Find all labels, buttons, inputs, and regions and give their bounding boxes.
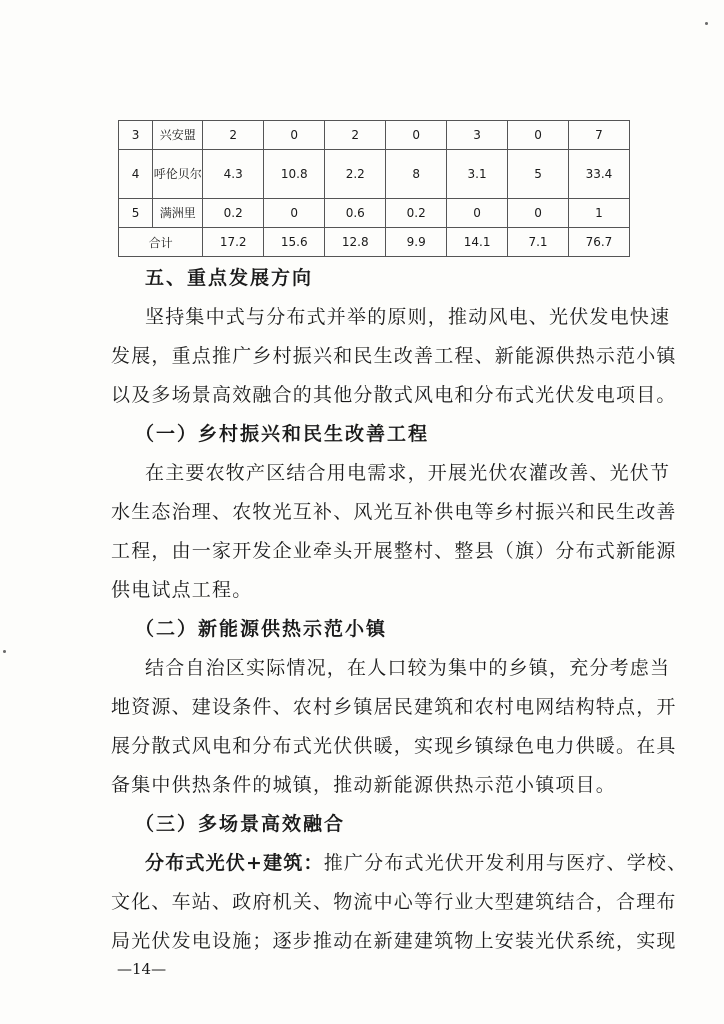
paragraph-line: 以及多场景高效融合的其他分散式风电和分布式光伏发电项目。 [111, 384, 677, 406]
table-cell-value: 4.3 [203, 150, 264, 199]
table-cell-value: 0 [386, 121, 447, 150]
table-total-value: 15.6 [264, 228, 325, 257]
table-cell-value: 33.4 [568, 150, 629, 199]
table-cell-value: 0 [447, 199, 508, 228]
table-cell-value: 3 [447, 121, 508, 150]
paragraph-line: 坚持集中式与分布式并举的原则，推动风电、光伏发电快速 [145, 306, 671, 328]
subsection-heading: （一）乡村振兴和民生改善工程 [135, 423, 430, 445]
table-row [119, 121, 630, 150]
table-cell-value: 0 [264, 121, 325, 150]
table-total-value: 76.7 [568, 228, 629, 257]
table-cell-value: 10.8 [264, 150, 325, 199]
table-row [119, 150, 630, 199]
table-cell-value: 5 [508, 150, 569, 199]
paragraph-line [145, 848, 687, 875]
table-cell-region: 满洲里 [153, 199, 203, 228]
table-cell-value: 0.6 [325, 199, 386, 228]
paragraph-line: 备集中供热条件的城镇，推动新能源供热示范小镇项目。 [111, 774, 617, 796]
paragraph-line: 在主要农牧产区结合用电需求，开展光伏农灌改善、光伏节 [145, 462, 671, 484]
paragraph-lead: 分布式光伏+建筑： [145, 852, 324, 874]
table-total-value: 17.2 [203, 228, 264, 257]
subsection-heading: （三）多场景高效融合 [135, 813, 346, 835]
table-cell-value: 2.2 [325, 150, 386, 199]
paragraph-line: 工程，由一家开发企业牵头开展整村、整县（旗）分布式新能源 [111, 540, 677, 562]
table-cell-index: 5 [119, 199, 153, 228]
table-total-row [119, 228, 630, 257]
paragraph-text: 推广分布式光伏开发利用与医疗、学校、 [323, 852, 688, 874]
table-cell-value: 3.1 [447, 150, 508, 199]
table-cell-region: 兴安盟 [153, 121, 203, 150]
table-cell-value: 2 [325, 121, 386, 150]
paragraph-line: 文化、车站、政府机关、物流中心等行业大型建筑结合，合理布 [111, 891, 677, 913]
table-cell-value: 0 [264, 199, 325, 228]
paragraph-line: 结合自治区实际情况，在人口较为集中的乡镇，充分考虑当 [145, 657, 671, 679]
paragraph-line: 地资源、建设条件、农村乡镇居民建筑和农村电网结构特点，开 [111, 696, 677, 718]
table-total-label: 合计 [119, 228, 203, 257]
table-cell-region: 呼伦贝尔 [153, 150, 203, 199]
table-total-value: 14.1 [447, 228, 508, 257]
section-heading: 五、重点发展方向 [145, 267, 314, 289]
table-total-value: 7.1 [508, 228, 569, 257]
table-cell-value: 0.2 [203, 199, 264, 228]
table-cell-value: 0 [508, 199, 569, 228]
table-cell-value: 2 [203, 121, 264, 150]
scan-speck [3, 650, 6, 653]
table-cell-value: 1 [568, 199, 629, 228]
paragraph-line: 局光伏发电设施；逐步推动在新建建筑物上安装光伏系统，实现 [111, 930, 677, 952]
table-row [119, 199, 630, 228]
table-cell-index: 3 [119, 121, 153, 150]
table-total-value: 12.8 [325, 228, 386, 257]
paragraph-line: 发展，重点推广乡村振兴和民生改善工程、新能源供热示范小镇 [111, 345, 677, 367]
table-cell-value: 0 [508, 121, 569, 150]
scan-speck [705, 22, 708, 25]
table-total-value: 9.9 [386, 228, 447, 257]
paragraph-line: 水生态治理、农牧光互补、风光互补供电等乡村振兴和民生改善 [111, 501, 677, 523]
paragraph-line: 展分散式风电和分布式光伏供暖，实现乡镇绿色电力供暖。在具 [111, 735, 677, 757]
table-cell-value: 0.2 [386, 199, 447, 228]
table-cell-index: 4 [119, 150, 153, 199]
paragraph-line: 供电试点工程。 [111, 579, 253, 601]
subsection-heading: （二）新能源供热示范小镇 [135, 618, 388, 640]
table-cell-value: 8 [386, 150, 447, 199]
table-cell-value: 7 [568, 121, 629, 150]
capacity-table [118, 120, 630, 257]
page-number: —14— [117, 960, 167, 978]
